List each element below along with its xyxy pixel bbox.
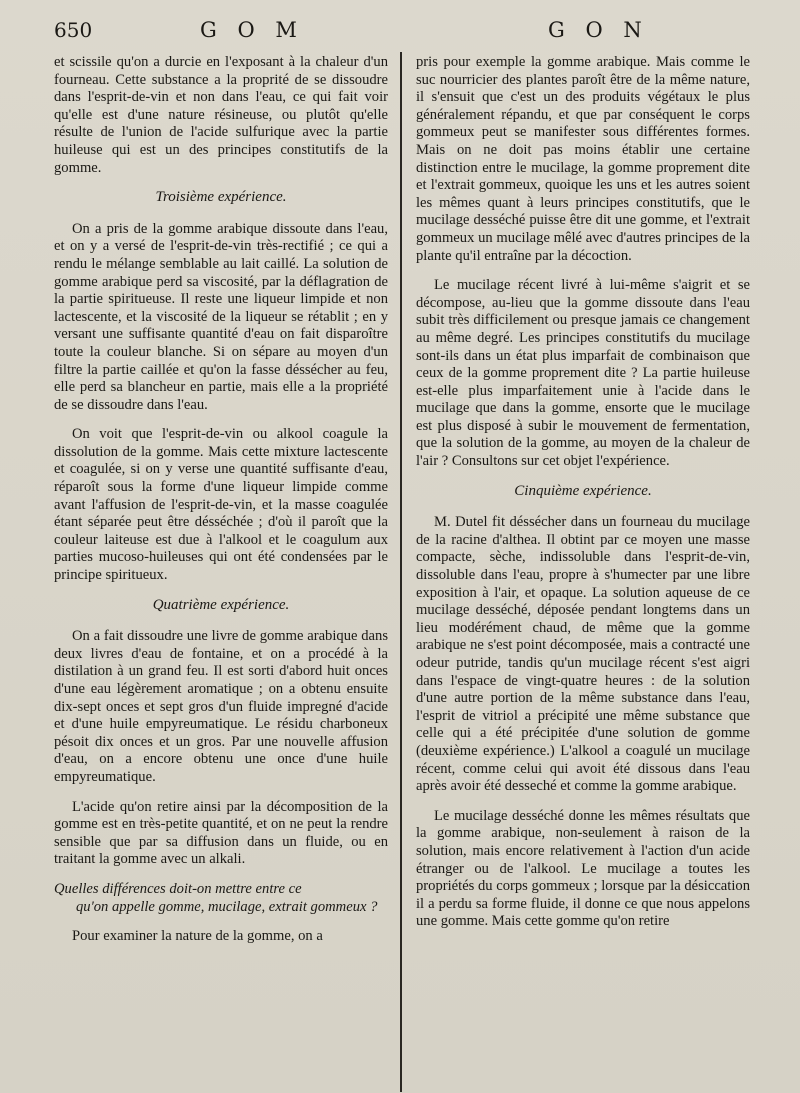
page-number: 650 (54, 18, 93, 42)
paragraph: Pour examiner la nature de la gomme, on a (72, 928, 323, 945)
paragraph: On voit que l'esprit-de-vin ou alkool coagule la dissolution de la gomme. Mais cette mixture lactescente et coagulée, si on y verse une quantité suffisante d'eau, réparoît sous la forme d'une liqueur limpide comme avant l'affusion de l'esprit-de-vin, et la masse coagulée étant séparée peut être désséchée ; d'où il paroît que la couleur laiteuse est due à l'alkool et le coagulum aux parties mucoso-huileuses qui ont été condensées par le principe spiritueux. (54, 426, 388, 584)
column-divider (400, 52, 402, 1092)
paragraph: On a fait dissoudre une livre de gomme arabique dans deux livres d'eau de fontaine, et on a procédé à la distilation à un grand feu. Il est sorti d'abord huit onces d'une eau légèrement aromatique ; on a obtenu ensuite dix-sept onces et sept gros d'un fluide impregné d'acide et d'une huile empyreumatique. Le résidu charboneux pésoit dix onces et un gros. Par une nouvelle affusion d'eau, on a encore obtenu une once d'une huile empyreumatique. (54, 628, 388, 785)
paragraph: et scissile qu'on a durcie en l'exposant à la chaleur d'un fourneau. Cette substance a la proprité de se dissoudre dans l'esprit-de-vin et non dans l'eau, ce qui fait voir qu'elle est d'une nature résineuse, ou plutôt qu'elle résulte de l'union de l'acide sulfurique avec la partie huileuse qui est un des principes constitutifs de la gomme. (54, 54, 388, 176)
paragraph: pris pour exemple la gomme arabique. Mais comme le suc nourricier des plantes paroît être de la même nature, il s'ensuit que c'est un des produits végétaux le plus généralement répandu, et que par conséquent le corps gommeux peut se manifester sous différentes formes. Mais on ne doit pas moins établir une certaine distinction entre le mucilage, la gomme proprement dite et l'extrait gommeux, quoique les uns et les autres soient les mêmes quant à leurs principes constitutifs, que le mucilage desséché puisse être dit une gomme, et l'extrait gommeux un mucilage mêlé avec d'autres principes de la plante qu'il entraîne par la décoction. (416, 54, 750, 264)
page-header (0, 16, 800, 50)
running-head-right: G O N (548, 18, 649, 42)
section-heading-quatrieme: Quatrième expérience. (152, 596, 290, 613)
paragraph: L'acide qu'on retire ainsi par la décomposition de la gomme est en très-petite quantité, et on ne peut la rendre sensible que par sa diffusion dans un fluide, ou en traitant la gomme avec un alkali. (54, 798, 388, 868)
question-line: Quelles différences doit-on mettre entre ce (54, 880, 302, 897)
right-column (416, 54, 750, 943)
paragraph: Le mucilage desséché donne les mêmes résultats que la gomme arabique, non-seulement à raison de la solution, mais encore relativement à l'action d'un acide étranger ou de l'alkool. Le mucilage a toutes les propriétés du corps gommeux ; lorsque par la désiccation il a perdu sa forme fluide, il donne ce que nous appelons une gomme. Mais cette gomme qu'on retire (416, 807, 750, 930)
running-head-left: G O M (200, 18, 304, 42)
paragraph: M. Dutel fit déssécher dans un fourneau du mucilage de la racine d'althea. Il obtint par ce moyen une masse compacte, sèche, indissoluble dans l'esprit-de-vin, dissoluble dans l'eau, propre à s'humecter par une libre exposition à l'air, et opaque. La solution aqueuse de ce mucilage desséché, déposée pendant longtems dans un lieu modérément chaud, de même que la gomme arabique ne s'est point décomposée, mais a contracté une odeur putride, tandis qu'un mucilage récent s'est aigri dans l'espace de vingt-quatre heures : de la solution d'une autre portion de la même substance dans l'eau, l'esprit de vitriol a précipité une même substance que celle qui a été précipitée d'une solution de gomme (deuxième expérience.) L'alkool a coagulé un mucilage récent, comme celui qui avoit été dissous dans l'eau après avoir été desseché et comme la gomme arabique. (416, 514, 750, 795)
paragraph: On a pris de la gomme arabique dissoute dans l'eau, et on y a versé de l'esprit-de-vin très-rectifié ; ce qui a rendu le mélange semblable au lait caillé. La solution de gomme arabique perd sa viscosité, par la déflagration de la partie spiritueuse. Il reste une liqueur limpide et non lactescente, et la viscosité de la liqueur se rétablit ; en y versant une suffisante quantité d'eau on fait disparoître toute la couleur blanche. Si on sépare au moyen d'un filtre la partie caillée et qu'on la fasse déssécher au feu, elle perd sa blancheur en partie, mais elle a la propriété de se dissoudre dans l'eau. (54, 220, 388, 413)
question-line: qu'on appelle gomme, mucilage, extrait gommeux ? (76, 898, 378, 915)
section-heading-troisieme: Troisième expérience. (155, 189, 287, 206)
section-heading-cinquieme: Cinquième expérience. (514, 482, 652, 499)
left-column (54, 54, 388, 958)
question-heading (54, 881, 388, 916)
paragraph: Le mucilage récent livré à lui-même s'aigrit et se décompose, au-lieu que la gomme dissoute dans l'eau subit très difficilement ou presque jamais ce changement au même degré. Les principes constitutifs du mucilage sont-ils dans un état plus imparfait de combinaison que ceux de la gomme proprement dite ? La partie huileuse est-elle plus imparfaitement unie à l'acide dans le mucilage que dans la gomme, ensorte que le mucilage est plus disposé à subir le mouvement de fermentation, que la solution de la gomme, au moyen de la chaleur de l'air ? Consultons sur cet objet l'expérience. (416, 277, 750, 470)
